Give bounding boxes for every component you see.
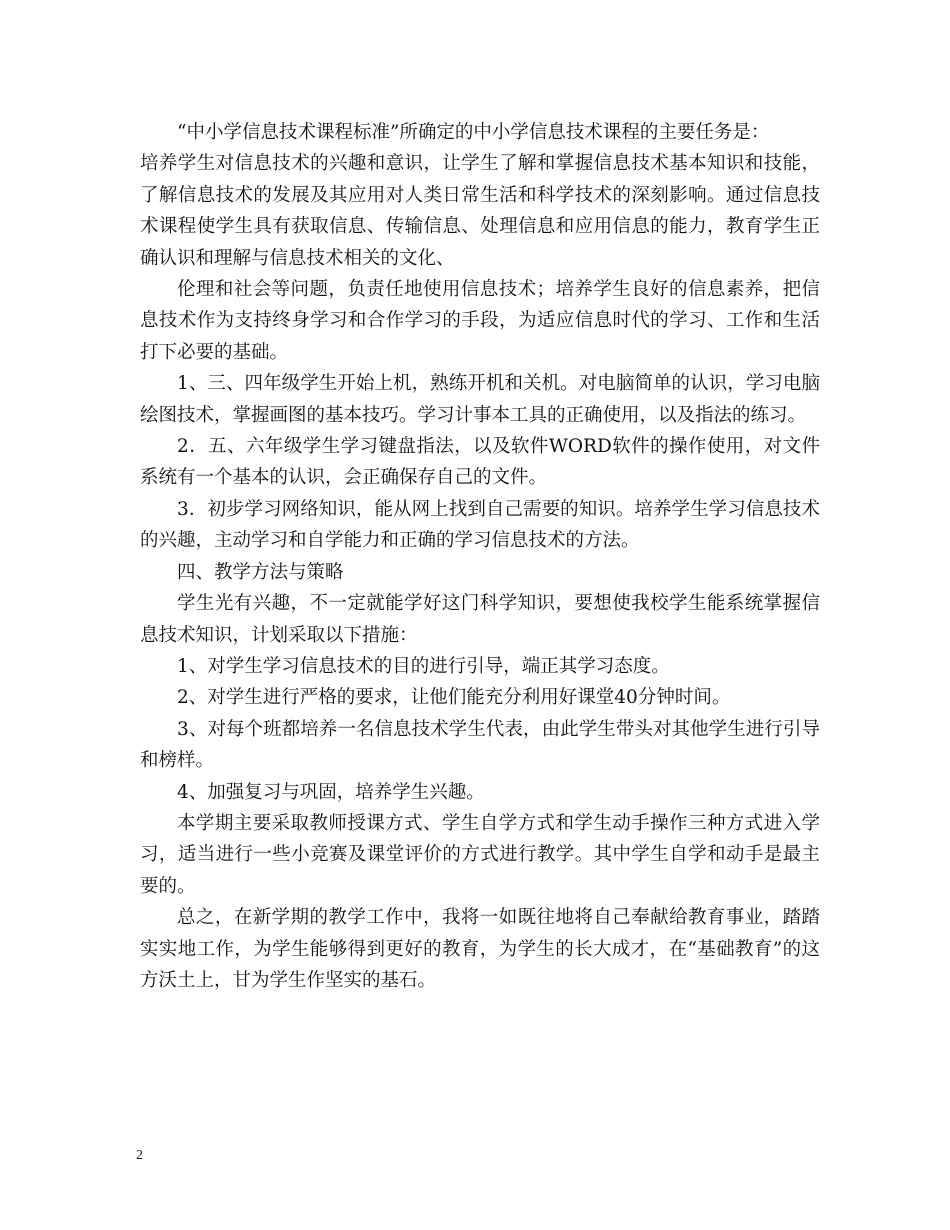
paragraph-ethics: 伦理和社会等问题，负责任地使用信息技术；培养学生良好的信息素养，把信息技术作为支持终身学习和合作学习的手段，为适应信息时代的学习、工作和生活打下必要的基础。 — [140, 279, 820, 363]
paragraph-measure-3: 3、对每个班都培养一名信息技术学生代表，由此学生带头对其他学生进行引导和榜样。 — [140, 718, 820, 772]
paragraph-conclusion: 总之，在新学期的教学工作中，我将一如既往地将自己奉献给教育事业，踏踏实实地工作，为学生能够得到更好的教育，为学生的长大成才，在“基础教育”的这方沃土上，甘为学生作坚实的基石。 — [140, 907, 820, 991]
paragraph-task-details: 培养学生对信息技术的兴趣和意识，让学生了解和掌握信息技术基本知识和技能，了解信息技术的发展及其应用对人类日常生活和科学技术的深刻影响。通过信息技术课程使学生具有获取信息、传输信息、处理信息和应用信息的能力，教育学生正确认识和理解与信息技术相关的文化、 — [140, 153, 820, 269]
paragraph-measure-4: 4、加强复习与巩固，培养学生兴趣。 — [177, 781, 485, 803]
section-heading-methods: 四、教学方法与策略 — [177, 561, 344, 583]
paragraph-measure-1: 1、对学生学习信息技术的目的进行引导，端正其学习态度。 — [177, 655, 670, 677]
paragraph-task-intro: “中小学信息技术课程标准”所确定的中小学信息技术课程的主要任务是： — [177, 122, 770, 143]
paragraph-item-2: 2．五、六年级学生学习键盘指法，以及软件WORD软件的操作使用，对文件系统有一个基本的认识，会正确保存自己的文件。 — [140, 436, 820, 489]
page-number: 2 — [136, 1148, 143, 1163]
paragraph-measures-intro: 学生光有兴趣，不一定就能学好这门科学知识，要想使我校学生能系统掌握信息技术知识，计划采取以下措施： — [140, 593, 820, 646]
document-body — [140, 117, 820, 996]
paragraph-measure-2: 2、对学生进行严格的要求，让他们能充分利用好课堂40分钟时间。 — [177, 687, 731, 709]
paragraph-teaching-modes: 本学期主要采取教师授课方式、学生自学方式和学生动手操作三种方式进入学习，适当进行一些小竞赛及课堂评价的方式进行教学。其中学生自学和动手是最主要的。 — [140, 812, 820, 897]
paragraph-item-3: 3．初步学习网络知识，能从网上找到自己需要的知识。培养学生学习信息技术的兴趣，主动学习和自学能力和正确的学习信息技术的方法。 — [140, 498, 820, 552]
paragraph-item-1: 1、三、四年级学生开始上机，熟练开机和关机。对电脑简单的认识，学习电脑绘图技术，掌握画图的基本技巧。学习计事本工具的正确使用，以及指法的练习。 — [140, 373, 820, 426]
